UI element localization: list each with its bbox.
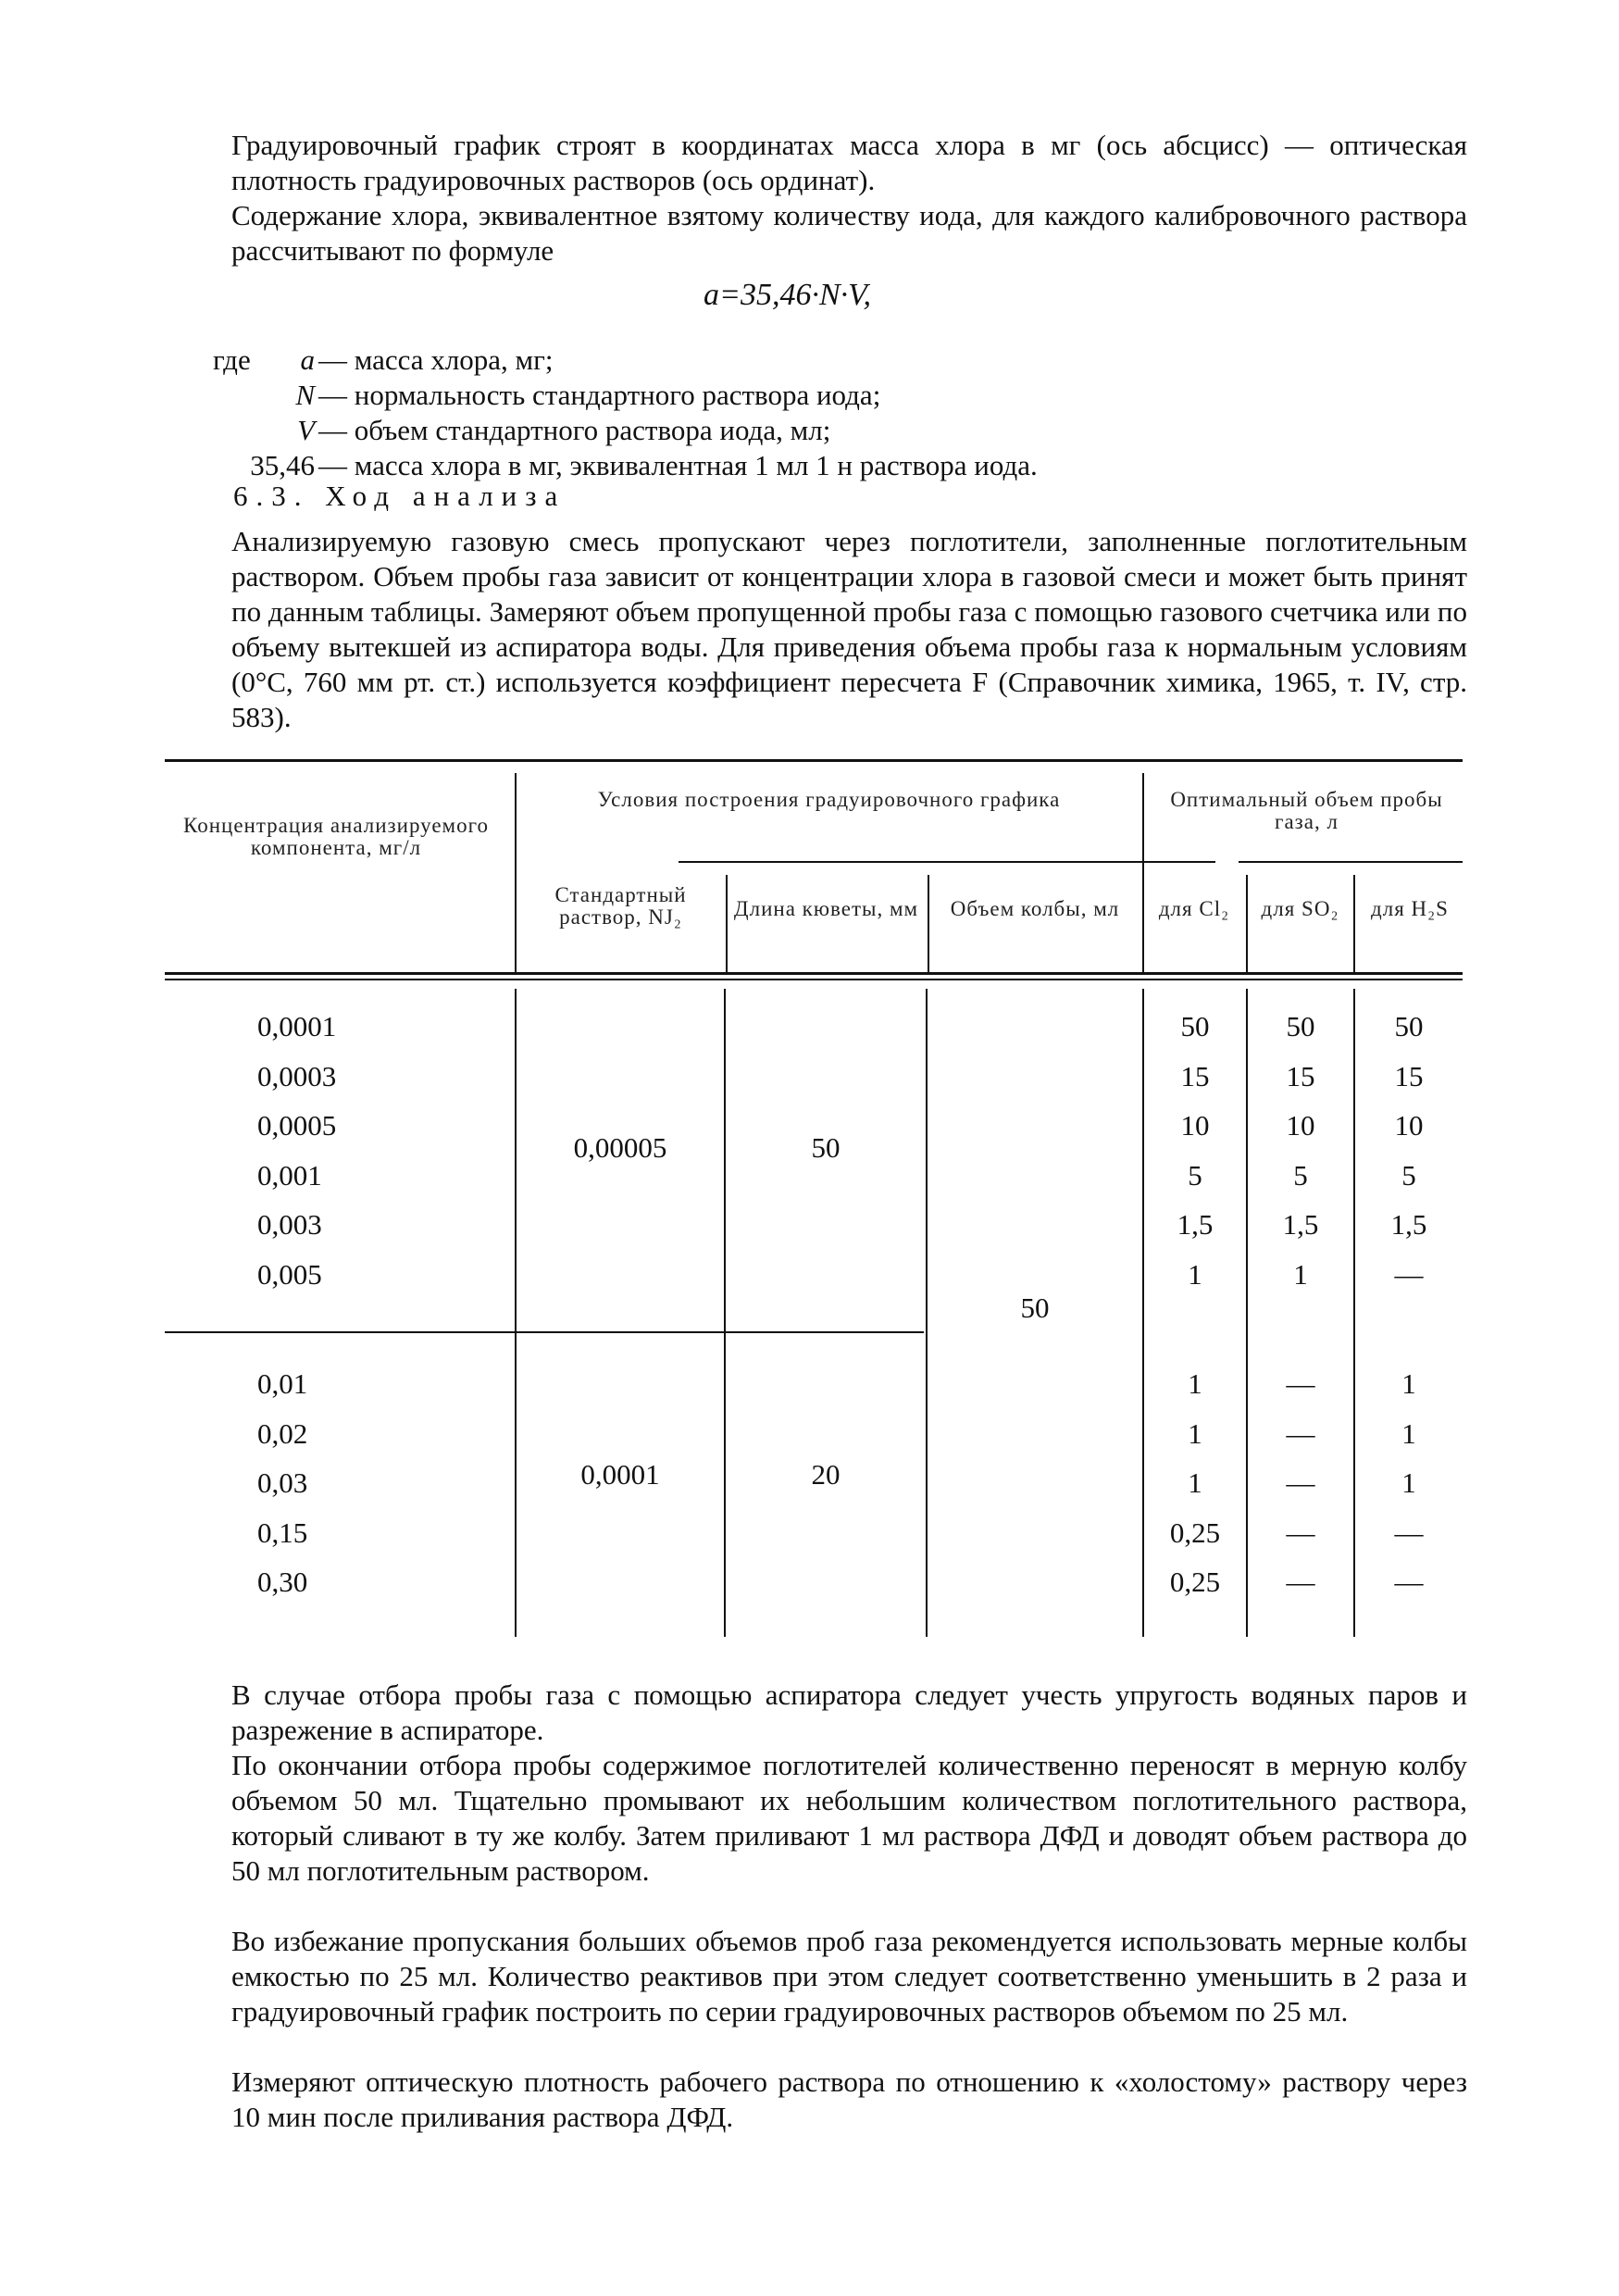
header-h2s: для H₂S — [1371, 897, 1449, 920]
cl2-value: 1 — [1188, 1466, 1202, 1499]
data-table — [165, 759, 1463, 1639]
header-cuvette-length: Длина кюветы, мм — [733, 897, 919, 920]
definition-row — [213, 448, 1038, 483]
definition-row — [213, 413, 1038, 448]
so2-value: — — [1286, 1416, 1315, 1450]
flask-volume-value: 50 — [1020, 1292, 1050, 1324]
definition-symbol: a — [300, 343, 315, 376]
h2s-value: — — [1394, 1566, 1424, 1598]
paragraph-graph-coordinates: Градуировочный график строят в координатах масса хлора в мг (ось абсцисс) — оптическая плотность градуировочных растворов (ось ординат). — [231, 129, 1467, 196]
concentration-value: 0,15 — [257, 1516, 308, 1549]
so2-value: — — [1286, 1466, 1315, 1499]
section-heading: 6.3. Ход анализа — [233, 480, 567, 512]
header-optimal-volume: Оптимальный объем пробы газа, л — [1170, 788, 1443, 833]
paragraph-chlorine-content: Содержание хлора, эквивалентное взятому количеству иода, для каждого калибровочного раствора рассчитывают по формуле — [231, 199, 1467, 267]
so2-value: 1 — [1293, 1257, 1308, 1291]
concentration-value: 0,0003 — [257, 1059, 337, 1092]
concentration-value: 0,001 — [257, 1158, 322, 1192]
h2s-value: 1,5 — [1390, 1208, 1427, 1241]
definition-text: — масса хлора в мг, эквивалентная 1 мл 1 н раствора иода. — [318, 449, 1038, 481]
h2s-value: 50 — [1394, 1010, 1424, 1042]
header-flask-volume: Объем колбы, мл — [950, 897, 1120, 920]
header-standard-solution: Стандартный раствор, NJ₂ — [554, 883, 687, 929]
so2-value: 5 — [1293, 1158, 1308, 1192]
table-column-rule — [726, 875, 728, 972]
concentration-value: 0,003 — [257, 1208, 322, 1241]
concentration-value: 0,0001 — [257, 1010, 337, 1042]
h2s-group-1 — [1355, 1002, 1463, 1299]
definition-symbol: 35,46 — [250, 449, 315, 481]
cuvette-group-1: 50 — [811, 1131, 841, 1164]
cl2-value: 0,25 — [1169, 1516, 1221, 1549]
so2-group-1 — [1248, 1002, 1353, 1299]
header-concentration: Концентрация анализируемого компонента, мг/л — [183, 814, 489, 859]
cl2-group-1 — [1144, 1002, 1246, 1299]
h2s-value: 1 — [1401, 1466, 1416, 1499]
definition-symbol: N — [295, 379, 315, 411]
definition-symbol: V — [297, 414, 315, 446]
cuvette-group-2: 20 — [811, 1458, 841, 1491]
h2s-value: 15 — [1394, 1059, 1424, 1092]
cl2-value: 1 — [1188, 1367, 1202, 1400]
definition-row — [213, 378, 1038, 413]
so2-group-2 — [1248, 1359, 1353, 1607]
cl2-value: 1 — [1188, 1416, 1202, 1450]
cl2-group-2 — [1144, 1359, 1246, 1607]
h2s-value: — — [1394, 1516, 1424, 1549]
paragraph-transfer: По окончании отбора пробы содержимое поглотителей количественно переносят в мерную колбу объемом 50 мл. Тщательно промывают их небольшим количеством поглотительного раствора, который сливают в ту же колбу. Затем приливают 1 мл раствора ДФД и доводят объем раствора до 50 мл поглотительным раствором. — [231, 1749, 1467, 1887]
std-solution-group-1: 0,00005 — [573, 1131, 667, 1164]
definition-lead: где — [213, 343, 251, 376]
so2-value: 1,5 — [1282, 1208, 1319, 1241]
h2s-value: 10 — [1394, 1109, 1424, 1142]
cl2-value: 0,25 — [1169, 1566, 1221, 1598]
h2s-value: 1 — [1401, 1367, 1416, 1400]
definition-row — [213, 343, 1038, 378]
concentration-value: 0,01 — [257, 1367, 308, 1400]
concentration-value: 0,005 — [257, 1257, 322, 1291]
so2-value: 50 — [1286, 1010, 1315, 1042]
h2s-value: 1 — [1401, 1416, 1416, 1450]
header-so2: для SO₂ — [1261, 897, 1339, 920]
cl2-value: 50 — [1180, 1010, 1210, 1042]
concentration-value: 0,03 — [257, 1466, 308, 1499]
cl2-value: 15 — [1180, 1059, 1210, 1092]
table-column-rule — [1246, 875, 1248, 972]
table-column-rule — [928, 875, 929, 972]
table-top-rule — [165, 759, 1463, 762]
table-subheader-rule — [679, 861, 1215, 863]
so2-value: — — [1286, 1367, 1315, 1400]
header-conditions: Условия построения градуировочного графика — [597, 788, 1061, 811]
concentration-value: 0,02 — [257, 1416, 308, 1450]
cl2-value: 5 — [1188, 1158, 1202, 1192]
so2-value: — — [1286, 1566, 1315, 1598]
table-header-rule-double — [165, 979, 1463, 980]
cl2-value: 1 — [1188, 1257, 1202, 1291]
formula: a=35,46·N·V, — [704, 278, 872, 312]
table-column-rule — [724, 989, 726, 1637]
formula-definitions — [213, 343, 1038, 483]
concentrations-group-2 — [257, 1359, 307, 1607]
table-group-separator — [165, 1331, 924, 1333]
paragraph-analysis-procedure: Анализируемую газовую смесь пропускают через поглотители, заполненные поглотительным раствором. Объем пробы газа зависит от концентрации хлора в газовой смеси и может быть принят по данным таблицы. Замеряют объем пропущенной пробы газа с помощью газового счетчика или по объему вытекшей из аспиратора воды. Для приведения объема пробы газа к нормальным условиям (0°C, 760 мм рт. ст.) используется коэффициент пересчета F (Справочник химика, 1965, т. IV, стр. 583). — [231, 525, 1467, 733]
h2s-value: — — [1394, 1257, 1424, 1291]
table-column-rule — [1353, 875, 1355, 972]
paragraph-aspirator: В случае отбора пробы газа с помощью аспиратора следует учесть упругость водяных паров и разрежение в аспираторе. — [231, 1678, 1467, 1746]
table-subheader-rule — [1239, 861, 1463, 863]
so2-value: 15 — [1286, 1059, 1315, 1092]
table-column-rule — [515, 989, 517, 1637]
h2s-value: 5 — [1401, 1158, 1416, 1192]
table-column-rule — [515, 773, 517, 972]
header-cl2: для Cl₂ — [1158, 897, 1230, 920]
table-column-rule — [1142, 773, 1144, 972]
std-solution-group-2: 0,0001 — [580, 1458, 660, 1491]
h2s-group-2 — [1355, 1359, 1463, 1607]
paragraph-small-flasks: Во избежание пропускания больших объемов проб газа рекомендуется использовать мерные колбы емкостью по 25 мл. Количество реактивов при этом следует соответственно уменьшить в 2 раза и градуировочный график построить по серии градуировочных растворов объемом по 25 мл. — [231, 1925, 1467, 2028]
paragraph-measure: Измеряют оптическую плотность рабочего раствора по отношению к «холостому» раствору через 10 мин после приливания раствора ДФД. — [231, 2065, 1467, 2133]
concentration-value: 0,30 — [257, 1566, 308, 1598]
so2-value: — — [1286, 1516, 1315, 1549]
concentrations-group-1 — [257, 1002, 336, 1299]
table-header-rule — [165, 972, 1463, 975]
cl2-value: 10 — [1180, 1109, 1210, 1142]
cl2-value: 1,5 — [1177, 1208, 1214, 1241]
concentration-value: 0,0005 — [257, 1109, 337, 1142]
definition-text: — масса хлора, мг; — [318, 343, 554, 376]
definition-text: — объем стандартного раствора иода, мл; — [318, 414, 831, 446]
definition-text: — нормальность стандартного раствора иода; — [318, 379, 881, 411]
so2-value: 10 — [1286, 1109, 1315, 1142]
